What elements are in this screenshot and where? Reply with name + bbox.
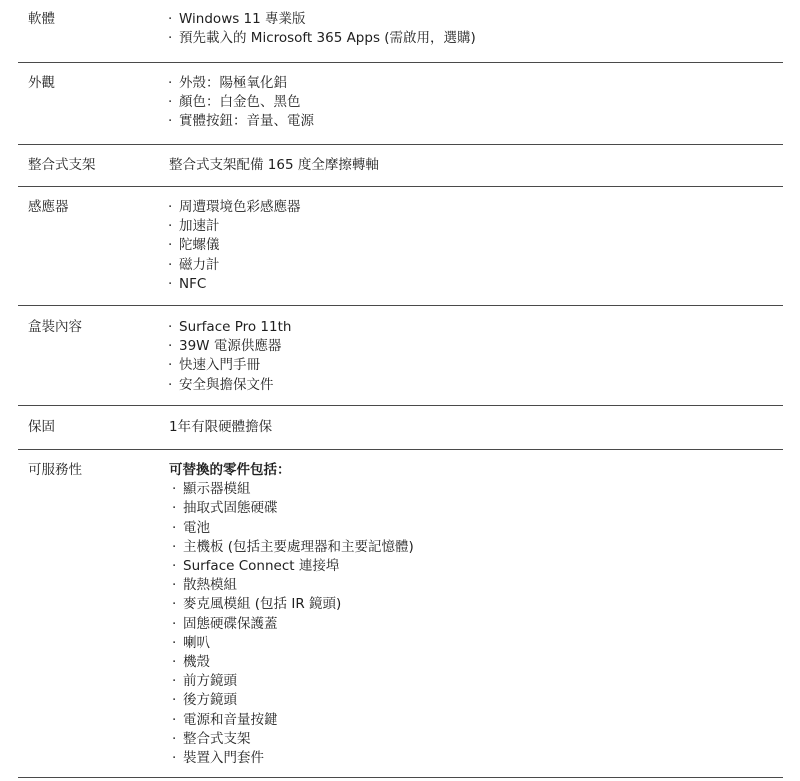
list-item: · 快速入門手冊 [169,356,783,375]
list-item: · 外殼：陽極氧化鋁 [169,74,783,93]
spec-label: 盒裝內容 [28,319,82,335]
spec-label: 外觀 [28,75,55,91]
list-item: · 實體按鈕：音量、電源 [169,112,783,131]
spec-label: 保固 [28,419,55,435]
spec-label: 軟體 [28,11,55,27]
list-item: · Surface Pro 11th [169,318,783,337]
spec-value [169,10,783,62]
spec-text: 1年有限硬體擔保 [169,419,273,435]
list-item: · 周遭環境色彩感應器 [169,198,783,217]
spec-value [169,418,783,449]
list-item: · 整合式支架 [173,730,783,749]
bullet-list [169,74,783,132]
spec-row-software [18,0,783,63]
list-item: · 散熱模組 [173,576,783,595]
bullet-list [169,318,783,395]
spec-value [169,198,783,305]
spec-row-serviceability [18,450,783,778]
bullet-list [169,198,783,294]
list-item: · 預先載入的 Microsoft 365 Apps (需啟用，選購) [169,29,783,48]
spec-row-warranty [18,406,783,450]
spec-row-kickstand [18,145,783,187]
list-item: · 抽取式固態硬碟 [173,499,783,518]
list-item: · 機殼 [173,653,783,672]
list-item: · 麥克風模組 (包括 IR 鏡頭) [173,595,783,614]
list-item: · 安全與擔保文件 [169,376,783,395]
list-item: · 陀螺儀 [169,236,783,255]
list-item: · 主機板 (包括主要處理器和主要記憶體) [173,538,783,557]
list-item: · 喇叭 [173,634,783,653]
list-item: · 裝置入門套件 [173,749,783,768]
list-item: · 前方鏡頭 [173,672,783,691]
spec-label: 感應器 [28,199,69,215]
list-item: · Windows 11 專業版 [169,10,783,29]
list-item: · 電池 [173,519,783,538]
spec-row-in-box [18,306,783,406]
spec-row-sensors [18,187,783,306]
list-item: · 後方鏡頭 [173,691,783,710]
list-item: · Surface Connect 連接埠 [173,557,783,576]
spec-value [169,156,783,186]
bullet-list [169,10,783,48]
spec-label: 整合式支架 [28,157,96,173]
bullet-list [169,480,783,768]
replaceable-parts-heading: 可替換的零件包括： [169,462,291,478]
list-item: · 電源和音量按鍵 [173,711,783,730]
list-item: · 顏色：白金色、黑色 [169,93,783,112]
list-item: · 加速計 [169,217,783,236]
spec-value [169,74,783,144]
list-item: · 39W 電源供應器 [169,337,783,356]
list-item: · 顯示器模組 [173,480,783,499]
list-item: · 磁力計 [169,256,783,275]
spec-label: 可服務性 [28,462,82,478]
spec-value [169,318,783,405]
list-item: · 固態硬碟保護蓋 [173,615,783,634]
list-item: · NFC [169,275,783,294]
spec-value [169,461,783,777]
spec-row-appearance [18,63,783,145]
spec-text: 整合式支架配備 165 度全摩擦轉軸 [169,157,379,173]
